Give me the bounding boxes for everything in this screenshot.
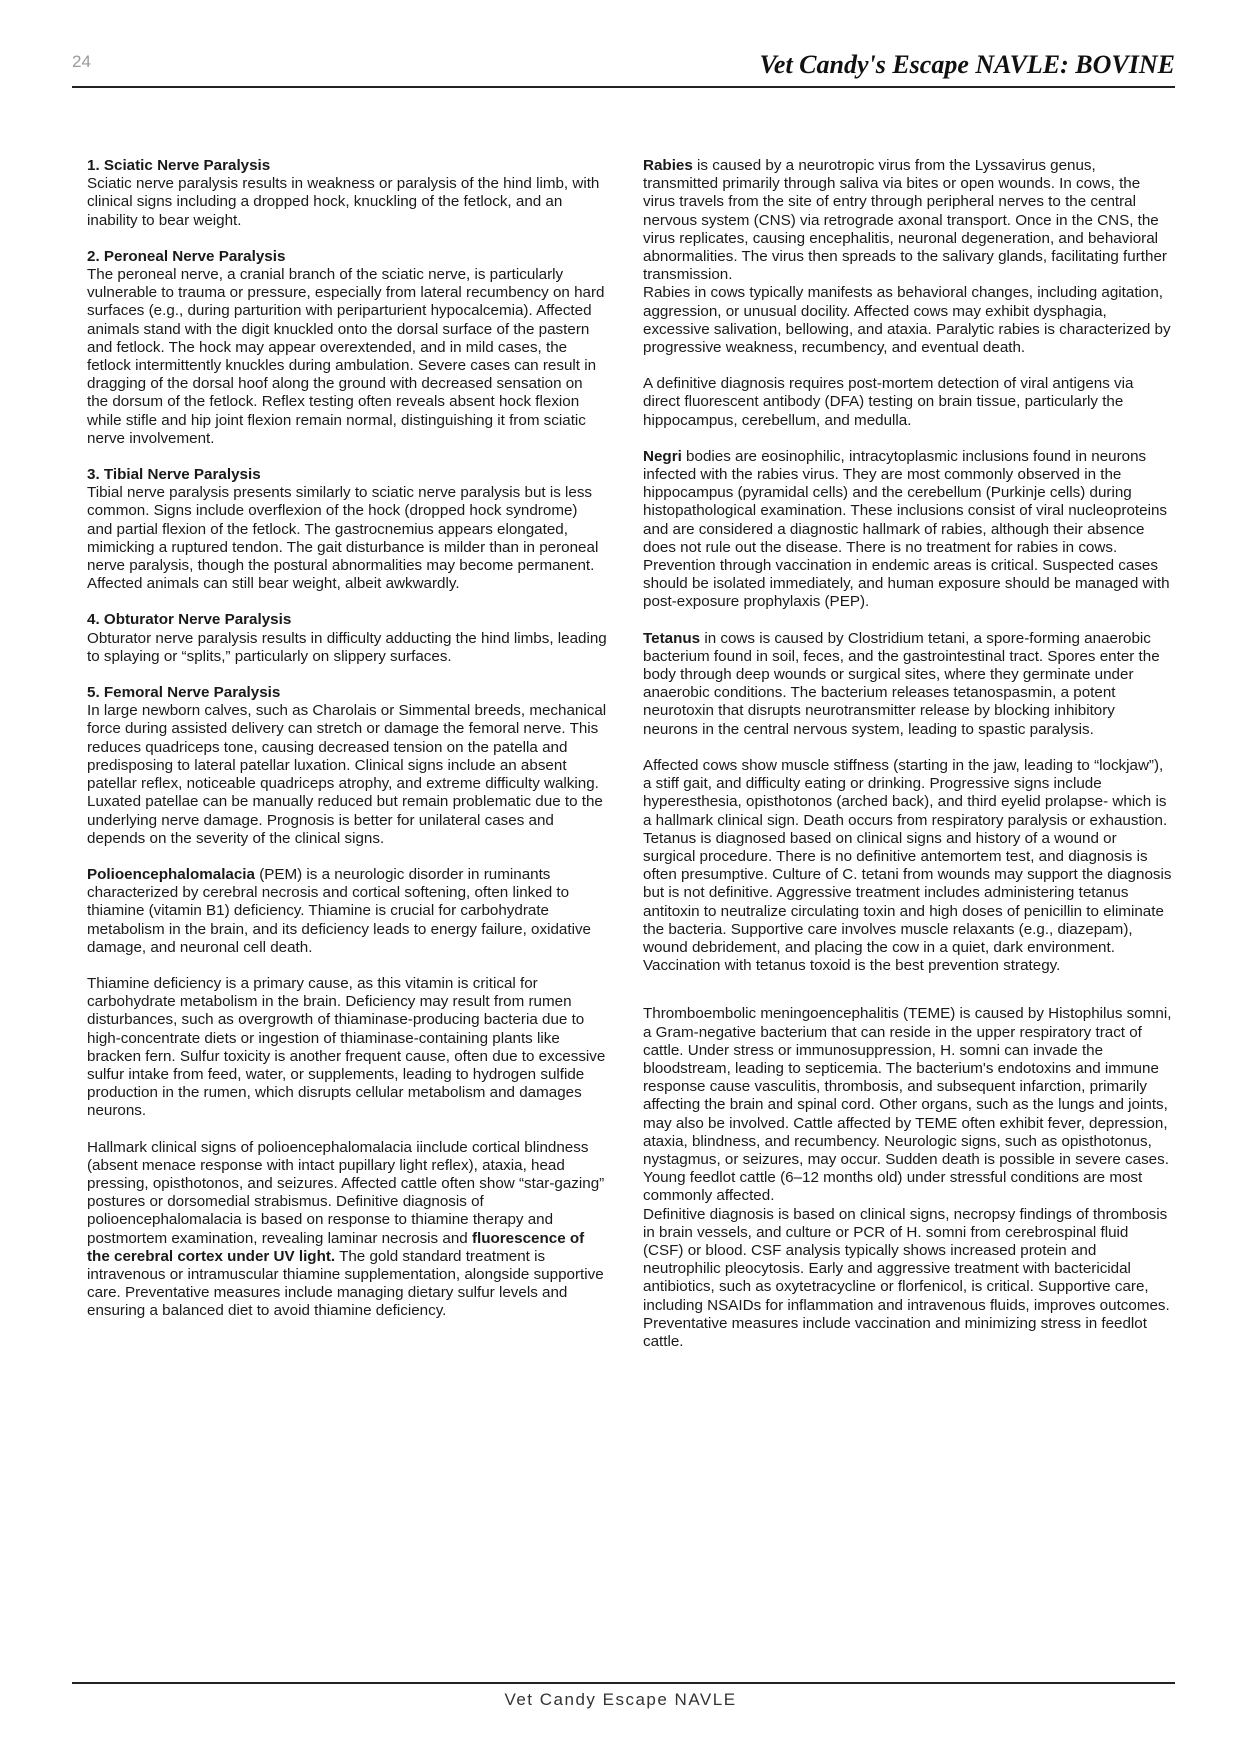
bold-term: Rabies — [643, 157, 693, 174]
section-body: The peroneal nerve, a cranial branch of the sciatic nerve, is particularly vulnerable to trauma or pressure, especially from lateral recumbency on hard surfaces (e.g., during parturition with periparturient hypocalcemia). Affected animals stand with the digit knuckled onto the dorsal surface of the pastern and fetlock. The hock may appear overextended, and in mild cases, the fetlock intermittently knuckles during ambulation. Severe cases can result in dragging of the dorsal hoof along the ground with decreased sensation on the dorsum of the fetlock. Reflex testing often reveals absent hock flexion while stifle and hip joint flexion remain normal, distinguishing it from sciatic nerve involvement. — [87, 266, 605, 447]
paragraph-text: in cows is caused by Clostridium tetani, a spore-forming anaerobic bacterium found in soil, feces, and the gastrointestinal tract. Spores enter the body through deep wounds or surgical sites, where they germinate under anaerobic conditions. The bacterium releases tetanospasmin, a potent neurotoxin that disrupts neurotransmitter release by blocking inhibitory neurons in the central nervous system, leading to spastic paralysis. — [643, 629, 1160, 738]
paragraph-pem — [87, 866, 607, 957]
section-thiamine — [87, 975, 607, 1121]
section-heading: 3. Tibial Nerve Paralysis — [87, 466, 261, 484]
section-heading: 1. Sciatic Nerve Paralysis — [87, 157, 271, 174]
footer-text: Vet Candy Escape NAVLE — [504, 1690, 737, 1709]
bold-term: Tetanus — [643, 629, 701, 647]
paragraph-rabies — [643, 157, 1173, 284]
paragraph-text: A definitive diagnosis requires post-mortem detection of viral antigens via direct fluorescent antibody (DFA) testing on brain tissue, particularly the hippocampus, cerebellum, and medulla. — [643, 375, 1134, 429]
footer-divider — [72, 1682, 1175, 1684]
section-body: Sciatic nerve paralysis results in weakness or paralysis of the hind limb, with clinical signs including a dropped hock, knuckling of the fetlock, and an inability to bear weight. — [87, 175, 600, 229]
section-sciatic — [87, 157, 607, 230]
section-tetanus-signs — [643, 757, 1173, 975]
paragraph-tetanus — [643, 630, 1173, 739]
section-teme — [643, 1005, 1173, 1351]
paragraph-text: Rabies in cows typically manifests as behavioral changes, including agitation, aggression, or unusual docility. Affected cows may exhibit dysphagia, excessive salivation, bellowing, and ataxia. Paralytic rabies is characterized by progressive weakness, recumbency, and eventual death. — [643, 284, 1171, 357]
bold-phrase: fluorescence of the cerebral cortex under UV light. — [87, 1229, 585, 1265]
paragraph-text: Thiamine deficiency is a primary cause, as this vitamin is critical for carbohydrate metabolism in the brain. Deficiency may result from rumen disturbances, such as overgrowth of thiaminase-producing bacteria due to high-concentrate diets or ingestion of thiaminase-containing plants like bracken fern. Sulfur toxicity is another frequent cause, often due to excessive sulfur intake from feed, water, or supplements, leading to hydrogen sulfide production in the rumen, which disrupts cellular metabolism and damages neurons. — [87, 974, 606, 1120]
section-rabies-diagnosis — [643, 375, 1173, 430]
paragraph-text: Definitive diagnosis is based on clinical signs, necropsy findings of thrombosis in brain vessels, and culture or PCR of H. somni from cerebrospinal fluid (CSF) or blood. CSF analysis typically shows increased protein and neutrophilic pleocytosis. Early and aggressive treatment with bactericidal antibiotics, such as oxytetracycline or florfenicol, is critical. Supportive care, including NSAIDs for inflammation and intravenous fluids, improves outcomes. Preventative measures include vaccination and minimizing stress in feedlot cattle. — [643, 1205, 1170, 1350]
section-heading: 4. Obturator Nerve Paralysis — [87, 611, 292, 629]
bold-term: Polioencephalomalacia — [87, 865, 255, 883]
right-column — [643, 157, 1173, 1369]
section-tibial — [87, 466, 607, 593]
page-number: 24 — [72, 52, 91, 71]
paragraph-text: Thromboembolic meningoencephalitis (TEME) is caused by Histophilus somni, a Gram-negative bacterium that can reside in the upper respiratory tract of cattle. Under stress or immunosuppression, H. somni can invade the bloodstream, leading to septicemia. The bacterium's endotoxins and immune response cause vasculitis, thrombosis, and subsequent infarction, primarily affecting the brain and spinal cord. Other organs, such as the lungs and joints, may also be involved. Cattle affected by TEME often exhibit fever, depression, ataxia, blindness, and recumbency. Neurologic signs, such as opisthotonus, nystagmus, or seizures, may occur. Sudden death is possible in severe cases. Young feedlot cattle (6–12 months old) under stressful conditions are most commonly affected. — [643, 1005, 1172, 1205]
section-peroneal — [87, 248, 607, 448]
paragraph-text: is caused by a neurotropic virus from the Lyssavirus genus, transmitted primarily through saliva via bites or open wounds. In cows, the virus travels from the site of entry through peripheral nerves to the central nervous system (CNS) via retrograde axonal transport. Once in the CNS, the virus replicates, causing encephalitis, neuronal degeneration, and behavioral abnormalities. The virus then spreads to the salivary glands, facilitating further transmission. — [643, 157, 1167, 284]
paragraph-text: Hallmark clinical signs of polioencephalomalacia iinclude cortical blindness (absent menace response with intact pupillary light reflex), ataxia, head pressing, opisthotonos, and seizures. Affected cattle often show “star-gazing” postures or dorsomedial strabismus. Definitive diagnosis of polioencephalomalacia is based on response to thiamine therapy and postmortem examination, revealing laminar necrosis and — [87, 1138, 605, 1247]
section-body: In large newborn calves, such as Charolais or Simmental breeds, mechanical force during assisted delivery can stretch or damage the femoral nerve. This reduces quadriceps tone, causing decreased tension on the patella and predisposing to lateral patellar luxation. Clinical signs include an absent patellar reflex, noticeable quadriceps atrophy, and extreme difficulty walking. Luxated patellae can be manually reduced but remain problematic due to the underlying nerve damage. Prognosis is better for unilateral cases and depends on the severity of the clinical signs. — [87, 702, 607, 847]
paragraph-hallmark — [87, 1139, 607, 1321]
paragraph-text: bodies are eosinophilic, intracytoplasmic inclusions found in neurons infected with the rabies virus. They are most commonly observed in the hippocampus (pyramidal cells) and the cerebellum (Purkinje cells) during histopathological examination. These inclusions consist of viral nucleoproteins and are considered a diagnostic hallmark of rabies, although their absence does not rule out the disease. There is no treatment for rabies in cows. Prevention through vaccination in endemic areas is critical. Suspected cases should be isolated immediately, and human exposure should be managed with post-exposure prophylaxis (PEP). — [643, 447, 1170, 611]
section-rabies — [643, 157, 1173, 357]
paragraph-text: Affected cows show muscle stiffness (starting in the jaw, leading to “lockjaw”), a stiff gait, and difficulty eating or drinking. Progressive signs include hyperesthesia, opisthotonos (arched back), and third eyelid prolapse- which is a hallmark clinical sign. Death occurs from respiratory paralysis or exhaustion. Tetanus is diagnosed based on clinical signs and history of a wound or surgical procedure. There is no definitive antemortem test, and diagnosis is often presumptive. Culture of C. tetani from wounds may support the diagnosis but is not definitive. Aggressive treatment includes administering tetanus antitoxin to neutralize circulating toxin and high doses of penicillin to eliminate the bacteria. Supportive care involves muscle relaxants (e.g., diazepam), wound debridement, and placing the cow in a quiet, dark environment. Vaccination with tetanus toxoid is the best prevention strategy. — [643, 756, 1172, 975]
section-hallmark — [87, 1139, 607, 1321]
section-heading: 2. Peroneal Nerve Paralysis — [87, 247, 286, 265]
header-divider — [72, 86, 1175, 88]
paragraph-text: (PEM) is a neurologic disorder in ruminants characterized by cerebral necrosis and cortical softening, often linked to thiamine (vitamin B1) deficiency. Thiamine is crucial for carbohydrate metabolism in the brain, and its deficiency leads to energy failure, oxidative damage, and neuronal cell death. — [87, 865, 591, 956]
section-tetanus — [643, 630, 1173, 739]
bold-term: Negri — [643, 447, 682, 465]
paragraph-text: The gold standard treatment is intravenous or intramuscular thiamine supplementation, alongside supportive care. Preventative measures include managing dietary sulfur levels and ensuring a balanced diet to avoid thiamine deficiency. — [87, 1247, 604, 1320]
section-negri — [643, 448, 1173, 612]
left-column — [87, 157, 607, 1339]
section-femoral — [87, 684, 607, 848]
section-body: Obturator nerve paralysis results in difficulty adducting the hind limbs, leading to splaying or “splits,” particularly on slippery surfaces. — [87, 629, 607, 665]
section-pem — [87, 866, 607, 957]
section-obturator — [87, 611, 607, 666]
section-body: Tibial nerve paralysis presents similarly to sciatic nerve paralysis but is less common. Signs include overflexion of the hock (dropped hock syndrome) and partial flexion of the fetlock. The gastrocnemius appears elongated, mimicking a ruptured tendon. The gait disturbance is milder than in peroneal nerve paralysis, though the postural abnormalities may become permanent. Affected animals can still bear weight, albeit awkwardly. — [87, 484, 599, 593]
section-heading: 5. Femoral Nerve Paralysis — [87, 684, 281, 702]
running-header-title: Vet Candy's Escape NAVLE: BOVINE — [759, 50, 1175, 79]
paragraph-negri — [643, 448, 1173, 612]
